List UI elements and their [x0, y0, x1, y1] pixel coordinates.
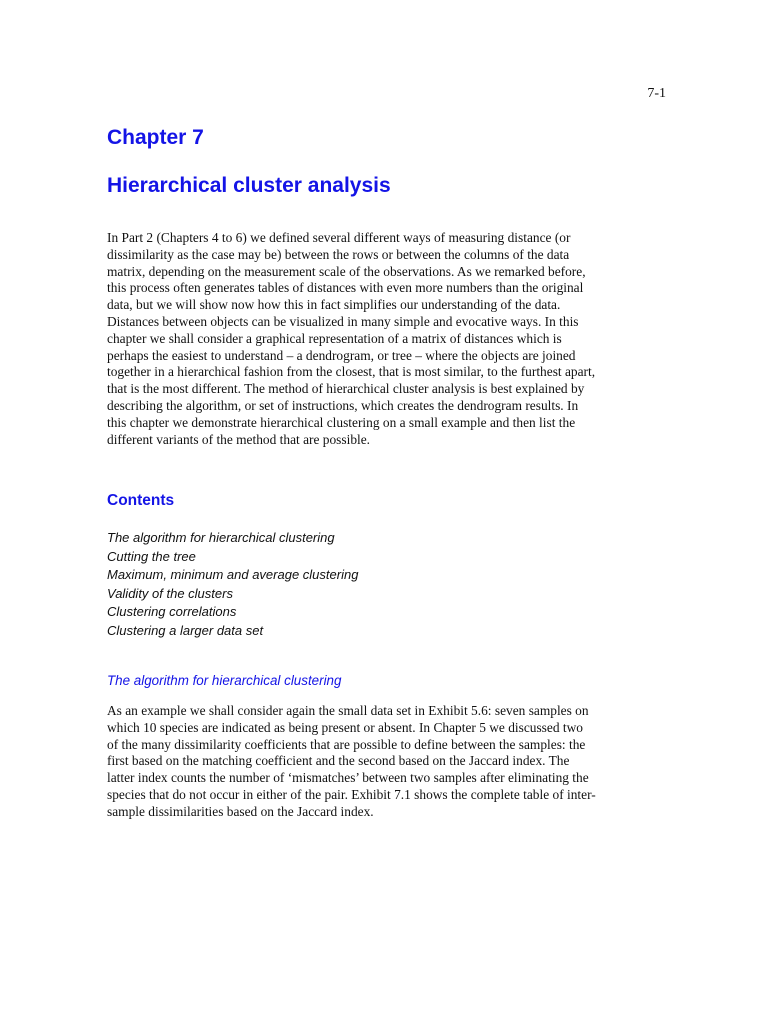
intro-line: dissimilarity as the case may be) between the rows or between the columns of the data	[107, 246, 570, 262]
contents-heading: Contents	[107, 492, 175, 509]
intro-line: that is the most different. The method of hierarchical cluster analysis is best explained by	[107, 381, 585, 397]
contents-item[interactable]: Cutting the tree	[107, 548, 196, 564]
section-heading: The algorithm for hierarchical clustering	[107, 673, 342, 688]
section-line: As an example we shall consider again the small data set in Exhibit 5.6: seven samples on	[107, 703, 589, 718]
section-line: which 10 species are indicated as being present or absent. In Chapter 5 we discussed two	[107, 719, 583, 735]
intro-line: different variants of the method that are possible.	[107, 431, 371, 447]
chapter-label: Chapter 7	[107, 126, 204, 149]
contents-list	[107, 529, 358, 641]
contents-item[interactable]: Clustering a larger data set	[107, 622, 264, 638]
section-line: latter index counts the number of ‘mismatches’ between two samples after eliminating the	[107, 770, 589, 786]
intro-line: data, but we will show now how this in fact simplifies our understanding of the data.	[107, 297, 561, 313]
contents-item[interactable]: Validity of the clusters	[107, 585, 233, 601]
intro-line: chapter we shall consider a graphical representation of a matrix of distances which is	[107, 330, 562, 346]
section-paragraph	[107, 703, 667, 821]
intro-line: together in a hierarchical fashion from the closest, that is most similar, to the furthest apart,	[107, 364, 596, 380]
section-line: species that do not occur in either of the pair. Exhibit 7.1 shows the complete table of inter-	[107, 786, 596, 802]
contents-item[interactable]: The algorithm for hierarchical clustering	[107, 530, 335, 545]
section-line: first based on the matching coefficient and the second based on the Jaccard index. The	[107, 753, 570, 769]
intro-line: perhaps the easiest to understand – a dendrogram, or tree – where the objects are joined	[107, 347, 576, 363]
intro-paragraph	[107, 230, 667, 448]
section-line: of the many dissimilarity coefficients that are possible to define between the samples: the	[107, 736, 586, 752]
intro-line: matrix, depending on the measurement scale of the observations. As we remarked before,	[107, 263, 586, 279]
intro-line: this chapter we demonstrate hierarchical clustering on a small example and then list the	[107, 414, 576, 430]
intro-line: Distances between objects can be visualized in many simple and evocative ways. In this	[107, 313, 579, 329]
intro-line: In Part 2 (Chapters 4 to 6) we defined several different ways of measuring distance (or	[107, 230, 571, 245]
contents-item[interactable]: Maximum, minimum and average clustering	[107, 567, 359, 583]
page-number: 7-1	[647, 86, 666, 101]
contents-item[interactable]: Clustering correlations	[107, 604, 237, 620]
section-line: sample dissimilarities based on the Jaccard index.	[107, 803, 374, 819]
intro-line: this process often generates tables of distances with even more numbers than the original	[107, 280, 584, 296]
intro-line: describing the algorithm, or set of instructions, which creates the dendrogram results. In	[107, 397, 579, 413]
chapter-title: Hierarchical cluster analysis	[107, 174, 391, 197]
